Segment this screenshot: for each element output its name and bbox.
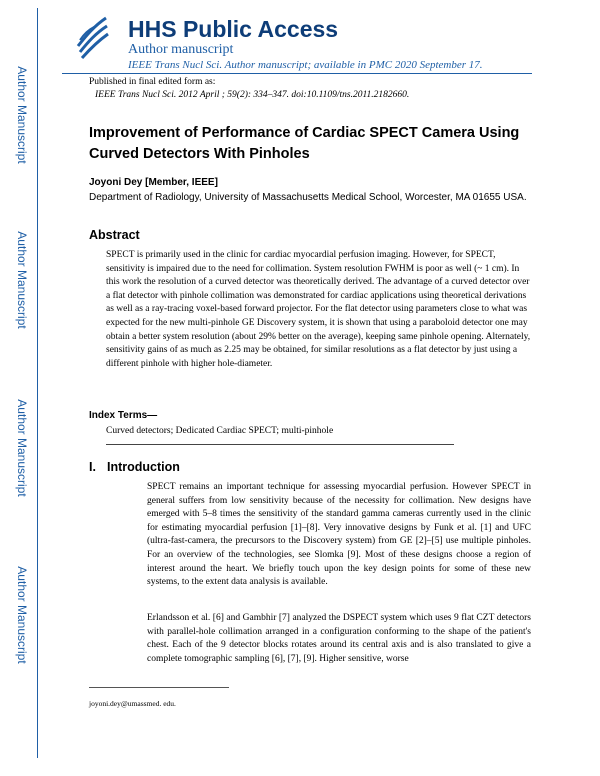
hhs-eagle-logo-icon [74, 14, 110, 64]
sidebar-label: Author Manuscript [15, 399, 29, 497]
page-title: HHS Public Access [128, 16, 339, 42]
abstract-text: SPECT is primarily used in the clinic for cardiac myocardial perfusion imaging. However, for SPECT, sensitivity is impaired due to the need for collimation. System resolution FWHM is poor as well (~ 1 cm). In this work the resolution of a curved detector was theoretically derived. The advantage of a curved detector over a flat detector with pinhole collimation was demonstrated for cardiac applications using theoretical derivations as well as a ray-tracing voxel-based forward projector. For the flat detector using parameters close to what was expected for the new multi-pinhole GE Discovery system, it is shown that using a paraboloid detector one may obtain a better system resolution (about 29% better on the average), keeping same pinhole opening. Alternately, sensitivity gains of as much as 2.25 may be obtained, for similar resolutions as a flat detector by just using a different pinhole with higher hole-diameter. [106, 250, 531, 369]
page-subtitle: Author manuscript [128, 42, 234, 57]
header-divider [62, 73, 532, 74]
publication-citation: IEEE Trans Nucl Sci. 2012 April ; 59(2): 334–347. doi:10.1109/tns.2011.2182660. [95, 90, 410, 100]
footnote-email: joyoni.dey@umassmed. edu. [89, 699, 176, 708]
intro-paragraph-2: Erlandsson et al. [6] and Gambhir [7] analyzed the DSPECT system which uses 9 flat CZT detectors with parallel-hole collimation arranged in a configuration conforming to the shape of the patient's chest. Each of the 9 detector blocks rotates around its central axis and is also translated to give a complete tomographic sampling [6], [7], [9]. Higher sensitive, worse [147, 613, 531, 664]
intro-paragraph-1: SPECT remains an important technique for assessing myocardial perfusion. However SPECT in general suffers from low sensitivity because of the necessity for collimation. New designs have emerged with 5–8 times the sensitivity of the standard gamma cameras currently used in the clinic for estimating myocardial perfusion [1]–[8]. Very innovative designs by Funk et al. [1] and UFC (ultra-fast-camera, the precursors to the Discovery system) from GE [2]–[5] use multiple pinholes. For an overview of the technologies, see Slomka [9]. Most of these designs choose a region of interest around the heart. We briefly touch upon the key design points for some of these new systems, to the extent data analysis is available. [147, 482, 531, 588]
index-terms-divider [106, 444, 454, 445]
author-name: Joyoni Dey [Member, IEEE] [89, 177, 218, 188]
intro-heading: Introduction [107, 460, 180, 474]
footnote-divider [89, 687, 229, 688]
publication-line-1: Published in final edited form as: [89, 77, 216, 87]
sidebar-label: Author Manuscript [15, 231, 29, 329]
index-terms-text: Curved detectors; Dedicated Cardiac SPECT; multi-pinhole [106, 426, 334, 436]
intro-number: I. [89, 460, 96, 474]
sidebar-label: Author Manuscript [15, 566, 29, 664]
sidebar-label: Author Manuscript [15, 66, 29, 164]
index-terms-heading: Index Terms— [89, 410, 158, 421]
author-affiliation: Department of Radiology, University of Massachusetts Medical School, Worcester, MA 01655 USA. [89, 192, 527, 203]
abstract-heading: Abstract [89, 228, 140, 242]
sidebar-rule [37, 8, 38, 758]
article-title: Improvement of Performance of Cardiac SPECT Camera Using Curved Detectors With Pinholes [89, 125, 520, 162]
journal-availability: IEEE Trans Nucl Sci. Author manuscript; available in PMC 2020 September 17. [128, 59, 483, 71]
